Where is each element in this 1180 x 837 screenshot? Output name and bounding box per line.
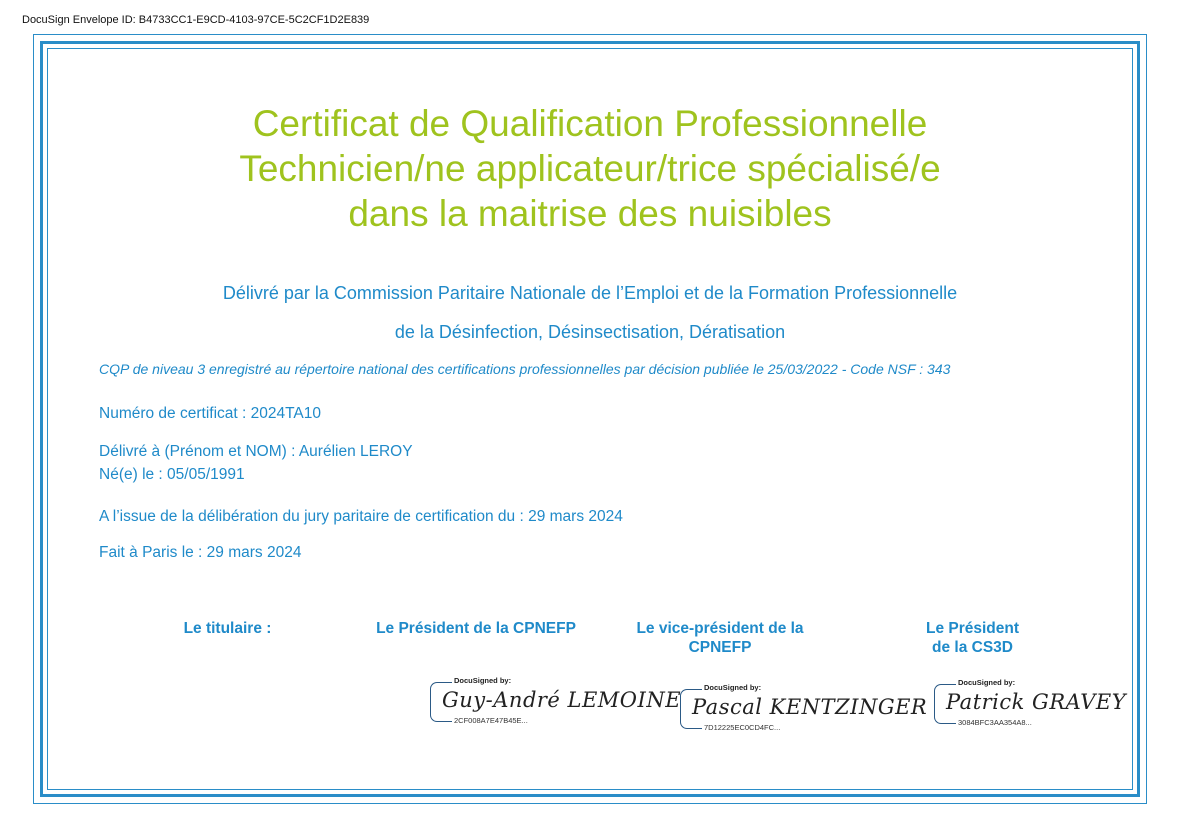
cqp-registration-note: CQP de niveau 3 enregistré au répertoire national des certifications professionnelles par décision publiée le 25/03/2022 - Code NSF : 343 bbox=[99, 361, 951, 377]
title-line-1: Certificat de Qualification Professionnelle bbox=[252, 103, 928, 144]
signature-hash: 7D12225EC0CD4FC... bbox=[704, 723, 781, 732]
docusign-envelope-id: DocuSign Envelope ID: B4733CC1-E9CD-4103-97CE-5C2CF1D2E839 bbox=[22, 14, 370, 26]
issuer-line-2: de la Désinfection, Désinsectisation, Dératisation bbox=[394, 322, 786, 342]
signatory-vice-president-line-2: CPNEFP bbox=[688, 639, 752, 656]
signature-name: Guy-André LEMOINE bbox=[442, 688, 682, 712]
signatory-holder-label: Le titulaire : bbox=[183, 620, 272, 637]
signature-name: Patrick GRAVEY bbox=[946, 690, 1127, 714]
title-line-3: dans la maitrise des nuisibles bbox=[348, 193, 832, 234]
docusign-signature-3 bbox=[934, 678, 1134, 730]
jury-deliberation: A l’issue de la délibération du jury paritaire de certification du : 29 mars 2024 bbox=[99, 508, 623, 525]
docusign-signature-2 bbox=[680, 683, 928, 735]
issuer-line-1: Délivré par la Commission Paritaire Nationale de l’Emploi et de la Formation Professionnelle bbox=[222, 283, 958, 303]
signature-name: Pascal KENTZINGER bbox=[692, 695, 928, 719]
signatory-president-cpnefp bbox=[356, 619, 596, 638]
place-and-date: Fait à Paris le : 29 mars 2024 bbox=[99, 544, 302, 561]
certificate-number: Numéro de certificat : 2024TA10 bbox=[99, 405, 321, 422]
docusigned-by-label: DocuSigned by: bbox=[454, 676, 512, 685]
signatory-president-cs3d bbox=[880, 619, 1065, 657]
docusigned-by-label: DocuSigned by: bbox=[704, 683, 762, 692]
docusigned-by-label: DocuSigned by: bbox=[958, 678, 1016, 687]
title-line-2: Technicien/ne applicateur/trice spécialisé/e bbox=[239, 148, 941, 189]
docusign-signature-1 bbox=[430, 676, 682, 728]
signatory-vice-president-line-1: Le vice-président de la bbox=[636, 620, 804, 637]
signatory-president-cs3d-line-1: Le Président bbox=[925, 620, 1020, 637]
signature-hash: 2CF008A7E47B45E... bbox=[454, 716, 528, 725]
signatory-president-cs3d-line-2: de la CS3D bbox=[932, 639, 1013, 656]
signatory-vice-president bbox=[610, 619, 830, 657]
signatory-president-cpnefp-label: Le Président de la CPNEFP bbox=[376, 620, 576, 637]
birth-date: Né(e) le : 05/05/1991 bbox=[99, 466, 245, 483]
certificate-title bbox=[0, 101, 1180, 236]
recipient-name: Délivré à (Prénom et NOM) : Aurélien LEROY bbox=[99, 443, 413, 460]
signatory-holder bbox=[150, 619, 305, 638]
signature-hash: 3084BFC3AA354A8... bbox=[958, 718, 1032, 727]
